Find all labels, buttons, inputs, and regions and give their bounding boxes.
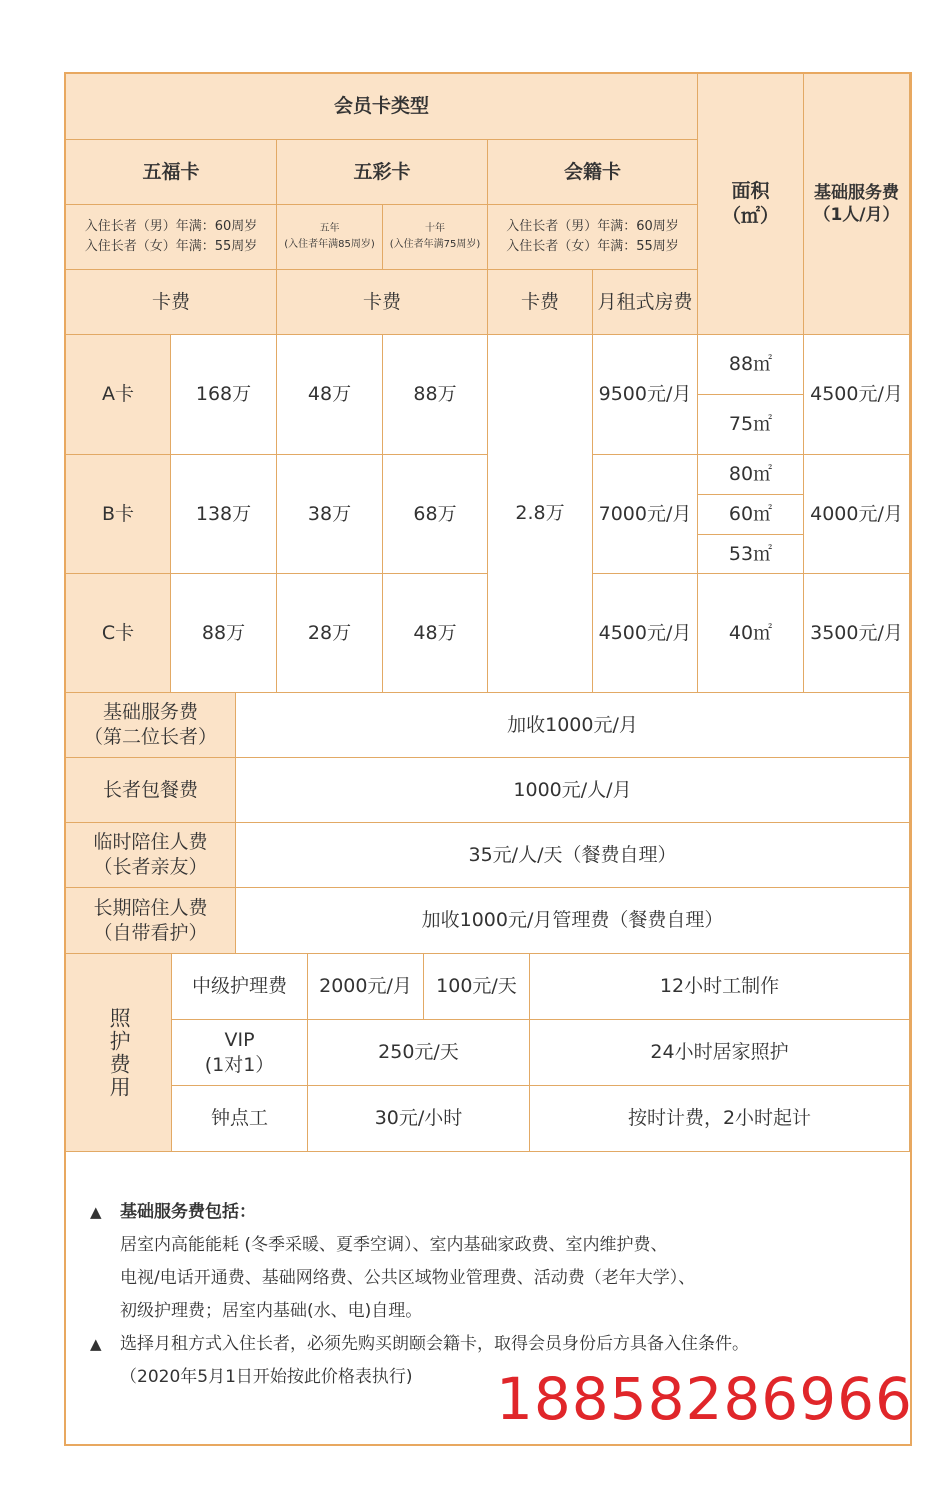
base-fee-unit-label: （1人/月） bbox=[813, 205, 900, 225]
wucai-label: 五彩卡 bbox=[353, 160, 411, 183]
notes-title: 基础服务费包括： bbox=[120, 1202, 256, 1222]
extra-second-elder-label-2: （第二位长者） bbox=[83, 726, 217, 748]
notes-line-5: （2020年5月1日开始按此价格表执行) bbox=[120, 1367, 413, 1387]
huiji-label: 会籍卡 bbox=[563, 160, 621, 183]
card-c-area-1-value: 40㎡ bbox=[728, 621, 773, 644]
wufu-condition-male: 入住长者（男）年满：60周岁 bbox=[84, 218, 258, 234]
huiji-card-fee-value: 2.8万 bbox=[515, 502, 565, 525]
card-a-rent bbox=[593, 335, 698, 455]
card-a-area-2-value: 75㎡ bbox=[728, 413, 773, 436]
card-c-rent bbox=[593, 574, 698, 693]
care-mid-month bbox=[308, 954, 424, 1020]
wucai-fee-label: 卡费 bbox=[362, 290, 401, 313]
card-c-wucai5-fee bbox=[277, 574, 383, 693]
card-b-service-fee bbox=[804, 455, 910, 574]
notes-line-3: 初级护理费；居室内基础(水、电)自理。 bbox=[120, 1301, 423, 1321]
card-c-label: C卡 bbox=[101, 621, 135, 644]
card-types-header bbox=[66, 74, 698, 140]
care-hourly-note-text: 按时计费，2小时起计 bbox=[627, 1107, 812, 1130]
extra-second-elder-value-text: 加收1000元/月 bbox=[507, 713, 638, 736]
extra-meal-value bbox=[236, 758, 910, 823]
monthly-rent-label: 月租式房费 bbox=[597, 290, 693, 313]
card-a-wucai10-value: 88万 bbox=[413, 383, 457, 406]
card-a-rent-value: 9500元/月 bbox=[598, 383, 692, 406]
area-label: 面积 bbox=[731, 180, 770, 203]
extra-long-companion-label-2: （自带看护） bbox=[93, 921, 208, 944]
extra-second-elder-label bbox=[66, 693, 236, 758]
notes-line-4: 选择月租方式入住长者，必须先购买朗颐会籍卡，取得会员身份后方具备入住条件。 bbox=[120, 1334, 749, 1354]
card-b-area-2-value: 60㎡ bbox=[728, 503, 773, 526]
extra-long-companion-label bbox=[66, 888, 236, 954]
extra-long-companion-value bbox=[236, 888, 910, 954]
card-b-name bbox=[66, 455, 171, 574]
care-hourly-label-text: 钟点工 bbox=[210, 1107, 268, 1130]
care-vip-label-2: (1对1） bbox=[204, 1053, 275, 1076]
wufu-fee-label: 卡费 bbox=[151, 290, 190, 313]
huiji-card-fee bbox=[488, 335, 593, 693]
card-a-name bbox=[66, 335, 171, 455]
wufu-condition-female: 入住长者（女）年满：55周岁 bbox=[84, 239, 258, 254]
care-vip-label bbox=[172, 1020, 308, 1086]
notes-title-row bbox=[90, 1196, 890, 1229]
card-c-wufu-value: 88万 bbox=[201, 621, 246, 644]
card-c-wufu-fee bbox=[171, 574, 277, 693]
care-mid-note bbox=[530, 954, 910, 1020]
card-c-service-value: 3500元/月 bbox=[810, 621, 903, 644]
card-b-wucai5-value: 38万 bbox=[307, 502, 352, 525]
huiji-condition-male: 入住长者（男）年满：60周岁 bbox=[506, 218, 679, 234]
care-mid-note-text: 12小时工制作 bbox=[659, 975, 780, 998]
wufu-label: 五福卡 bbox=[142, 160, 200, 183]
extra-meal-label bbox=[66, 758, 236, 823]
card-c-wucai10-value: 48万 bbox=[413, 621, 457, 644]
wufu-fee-header bbox=[66, 270, 277, 335]
card-b-service-value: 4000元/月 bbox=[810, 502, 903, 525]
card-b-rent bbox=[593, 455, 698, 574]
card-b-area-1-value: 80㎡ bbox=[728, 463, 773, 486]
card-b-area-2 bbox=[698, 495, 804, 535]
card-a-area-1-value: 88㎡ bbox=[728, 353, 773, 376]
card-b-wucai10-value: 68万 bbox=[413, 502, 457, 525]
card-b-area-3 bbox=[698, 535, 804, 574]
wucai-fee-header bbox=[277, 270, 488, 335]
wufu-header bbox=[66, 140, 277, 205]
card-a-wucai5-value: 48万 bbox=[307, 383, 352, 406]
care-mid-day-value: 100元/天 bbox=[436, 975, 517, 998]
card-a-label: A卡 bbox=[102, 383, 134, 406]
care-fee-label-text: 照护费用 bbox=[107, 1006, 132, 1099]
wucai-ten-year-header bbox=[383, 205, 488, 270]
extra-long-companion-value-text: 加收1000元/月管理费（餐费自理） bbox=[421, 909, 724, 932]
phone-number: 18858286966 bbox=[496, 1365, 913, 1433]
extra-second-elder-value bbox=[236, 693, 910, 758]
triangle-bullet-icon: ▲ bbox=[90, 1335, 102, 1353]
base-fee-header bbox=[804, 74, 910, 335]
card-b-wucai5-fee bbox=[277, 455, 383, 574]
huiji-header bbox=[488, 140, 698, 205]
wucai-five-year-label: 五年 bbox=[319, 223, 340, 234]
card-a-service-value: 4500元/月 bbox=[810, 383, 903, 406]
card-types-label: 会员卡类型 bbox=[333, 95, 429, 118]
care-vip-label-1: VIP bbox=[224, 1028, 255, 1051]
card-c-wucai5-value: 28万 bbox=[307, 621, 352, 644]
huiji-condition-female: 入住长者（女）年满：55周岁 bbox=[506, 239, 679, 254]
card-b-area-3-value: 53㎡ bbox=[728, 542, 773, 565]
extra-meal-label-text: 长者包餐费 bbox=[102, 778, 198, 801]
care-mid-day bbox=[424, 954, 530, 1020]
care-mid-label-text: 中级护理费 bbox=[191, 975, 287, 998]
care-mid-month-value: 2000元/月 bbox=[319, 975, 412, 998]
card-b-wufu-fee bbox=[171, 455, 277, 574]
care-hourly-label bbox=[172, 1086, 308, 1152]
card-a-wucai5-fee bbox=[277, 335, 383, 455]
card-c-wucai10-fee bbox=[383, 574, 488, 693]
extra-temp-companion-label-2: （长者亲友） bbox=[93, 856, 208, 878]
area-unit-label: （㎡） bbox=[721, 205, 779, 227]
card-c-rent-value: 4500元/月 bbox=[598, 621, 692, 644]
wucai-five-year-header bbox=[277, 205, 383, 270]
care-vip-note-text: 24小时居家照护 bbox=[650, 1041, 789, 1064]
card-a-service-fee bbox=[804, 335, 910, 455]
extra-temp-companion-label-1: 临时陪住人费 bbox=[93, 831, 208, 854]
card-c-name bbox=[66, 574, 171, 693]
triangle-bullet-icon: ▲ bbox=[90, 1203, 102, 1221]
card-b-wucai10-fee bbox=[383, 455, 488, 574]
price-table bbox=[66, 74, 910, 1152]
huiji-fee-header bbox=[488, 270, 593, 335]
extra-long-companion-label-1: 长期陪住人费 bbox=[93, 896, 208, 919]
care-vip-price bbox=[308, 1020, 530, 1086]
care-mid-label bbox=[172, 954, 308, 1020]
card-a-area-1 bbox=[698, 335, 804, 395]
care-vip-price-value: 250元/天 bbox=[378, 1041, 459, 1064]
extra-temp-companion-value-text: 35元/人/天（餐费自理） bbox=[468, 843, 677, 866]
wucai-header bbox=[277, 140, 488, 205]
card-b-label: B卡 bbox=[101, 502, 135, 525]
wucai-ten-year-condition: (入住者年满75周岁) bbox=[389, 239, 481, 250]
card-a-wucai10-fee bbox=[383, 335, 488, 455]
care-fee-label bbox=[66, 954, 172, 1152]
care-vip-note bbox=[530, 1020, 910, 1086]
wufu-conditions bbox=[66, 205, 277, 270]
card-b-rent-value: 7000元/月 bbox=[598, 502, 692, 525]
base-fee-label: 基础服务费 bbox=[813, 182, 899, 203]
monthly-rent-header bbox=[593, 270, 698, 335]
notes-line-1: 居室内高能能耗 (冬季采暖、夏季空调）、室内基础家政费、室内维护费、 bbox=[120, 1235, 668, 1255]
card-c-area-1 bbox=[698, 574, 804, 693]
card-a-area-2 bbox=[698, 395, 804, 455]
notes-line-2: 电视/电话开通费、基础网络费、公共区域物业管理费、活动费（老年大学）、 bbox=[120, 1268, 696, 1288]
extra-meal-value-text: 1000元/人/月 bbox=[513, 778, 632, 801]
extra-temp-companion-label bbox=[66, 823, 236, 888]
care-hourly-price-value: 30元/小时 bbox=[374, 1107, 463, 1130]
card-b-wufu-value: 138万 bbox=[195, 502, 252, 525]
card-b-area-1 bbox=[698, 455, 804, 495]
notes-membership-row bbox=[90, 1328, 890, 1361]
card-a-wufu-value: 168万 bbox=[195, 383, 252, 406]
extra-second-elder-label-1: 基础服务费 bbox=[102, 701, 198, 724]
wucai-five-year-condition: (入住者年满85周岁) bbox=[284, 239, 375, 250]
extra-temp-companion-value bbox=[236, 823, 910, 888]
card-a-wufu-fee bbox=[171, 335, 277, 455]
card-c-service-fee bbox=[804, 574, 910, 693]
care-hourly-price bbox=[308, 1086, 530, 1152]
area-header bbox=[698, 74, 804, 335]
huiji-conditions bbox=[488, 205, 698, 270]
wucai-ten-year-label: 十年 bbox=[425, 223, 445, 234]
care-hourly-note bbox=[530, 1086, 910, 1152]
huiji-fee-label: 卡费 bbox=[520, 290, 559, 313]
